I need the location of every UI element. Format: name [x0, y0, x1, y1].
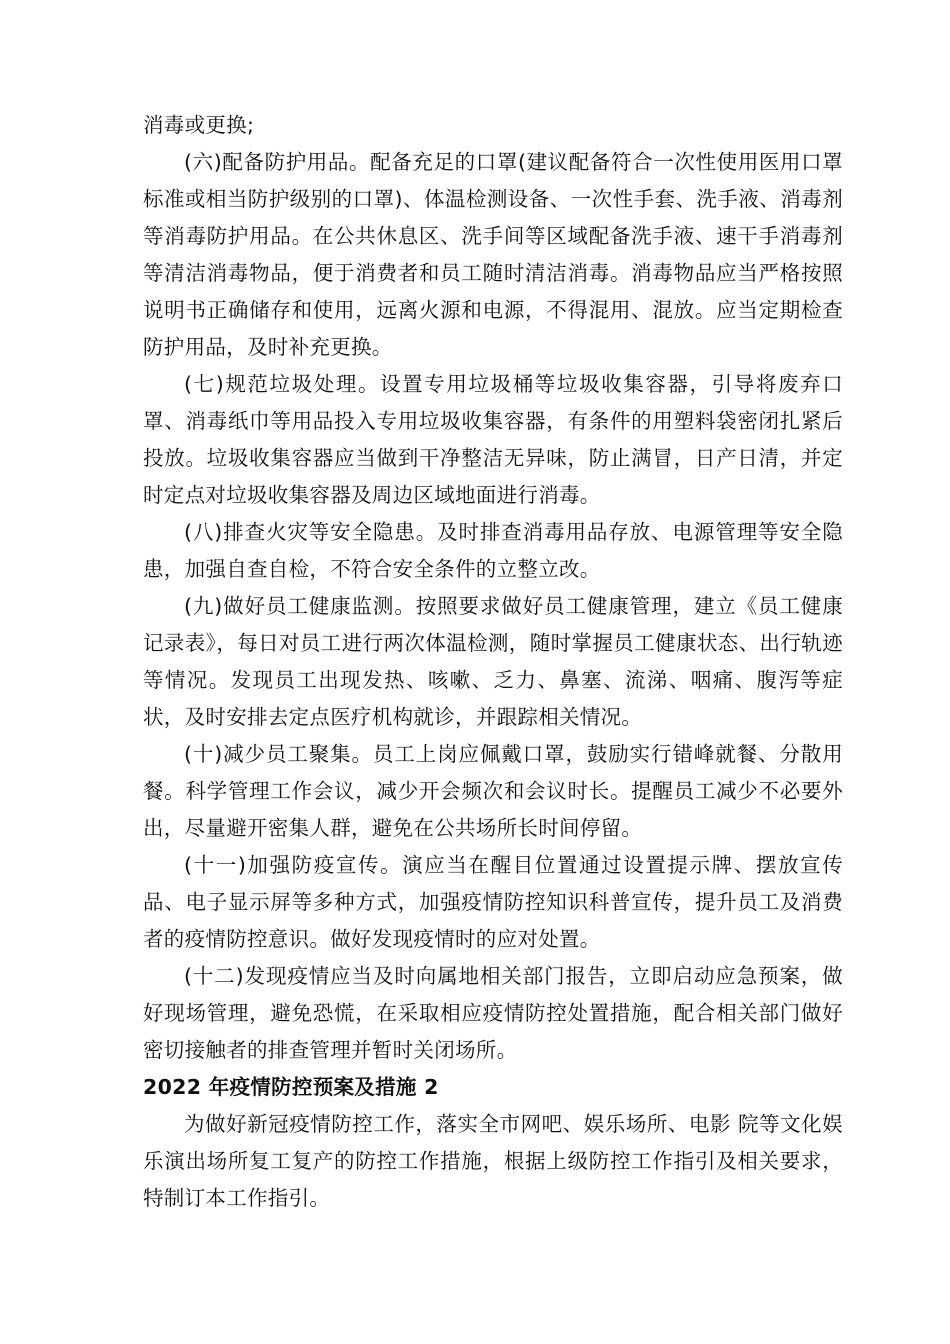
paragraph-item-8: (八)排查火灾等安全隐患。及时排查消毒用品存放、电源管理等安全隐患，加强自查自检，不符合安全条件的立整立改。 [143, 520, 843, 581]
document-body [143, 107, 843, 1217]
paragraph-intro: 为做好新冠疫情防控工作，落实全市网吧、娱乐场所、电影 院等文化娱乐演出场所复工复产的防控工作措施，根据上级防控工作指引及相关要求，特制订本工作指引。 [143, 1112, 843, 1210]
section-heading: 2022 年疫情防控预案及措施 2 [143, 1075, 439, 1099]
paragraph-item-6: (六)配备防护用品。配备充足的口罩(建议配备符合一次性使用医用口罩标准或相当防护级别的口罩)、体温检测设备、一次性手套、洗手液、消毒剂等消毒防护用品。在公共休息区、洗手间等区域配备洗手液、速干手消毒剂等清洁消毒物品，便于消费者和员工随时清洁消毒。消毒物品应当严格按照说明书正确储存和使用，远离火源和电源，不得混用、混放。应当定期检查防护用品，及时补充更换。 [143, 150, 843, 359]
paragraph-item-7: (七)规范垃圾处理。设置专用垃圾桶等垃圾收集容器，引导将废弃口罩、消毒纸巾等用品投入专用垃圾收集容器，有条件的用塑料袋密闭扎紧后投放。垃圾收集容器应当做到干净整洁无异味，防止满冒，日产日清，并定时定点对垃圾收集容器及周边区域地面进行消毒。 [143, 372, 843, 507]
paragraph-item-9: (九)做好员工健康监测。按照要求做好员工健康管理，建立《员工健康记录表》，每日对员工进行两次体温检测，随时掌握员工健康状态、出行轨迹等情况。发现员工出现发热、咳嗽、乏力、鼻塞、流涕、咽痛、腹泻等症状，及时安排去定点医疗机构就诊，并跟踪相关情况。 [143, 594, 843, 729]
paragraph-item-12: (十二)发现疫情应当及时向属地相关部门报告，立即启动应急预案，做好现场管理，避免恐慌，在采取相应疫情防控处置措施，配合相关部门做好密切接触者的排查管理并暂时关闭场所。 [143, 964, 843, 1062]
paragraph-item-11: (十一)加强防疫宣传。演应当在醒目位置通过设置提示牌、摆放宣传品、电子显示屏等多种方式，加强疫情防控知识科普宣传，提升员工及消费者的疫情防控意识。做好发现疫情时的应对处置。 [143, 853, 843, 951]
paragraph-continuation: 消毒或更换; [143, 113, 255, 137]
paragraph-item-10: (十)减少员工聚集。员工上岗应佩戴口罩，鼓励实行错峰就餐、分散用餐。科学管理工作会议，减少开会频次和会议时长。提醒员工减少不必要外出，尽量避开密集人群，避免在公共场所长时间停留。 [143, 742, 843, 840]
